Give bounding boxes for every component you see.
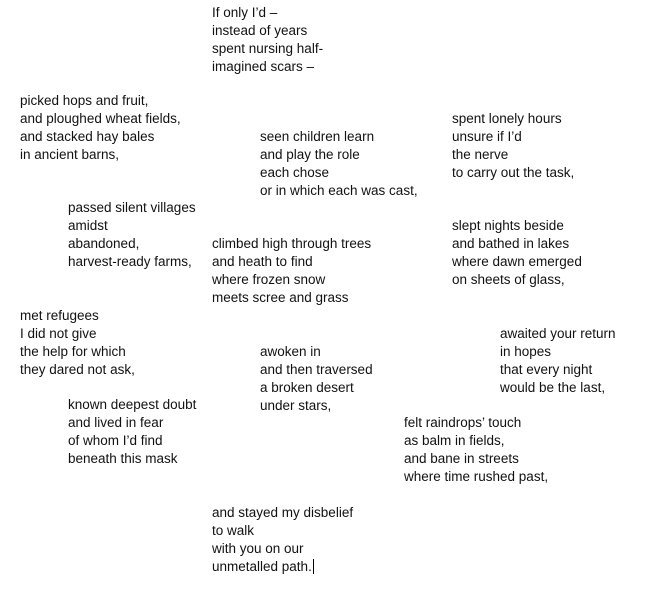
poem-line: and ploughed wheat fields, (20, 111, 181, 126)
stanza-silent-villages (68, 199, 196, 271)
poem-line: or in which each was cast, (260, 183, 418, 198)
poem-line: picked hops and fruit, (20, 93, 149, 108)
poem-line: would be the last, (500, 380, 606, 395)
poem-line: in ancient barns, (20, 147, 120, 162)
poem-line: a broken desert (260, 380, 354, 395)
poem-line: where dawn emerged (452, 254, 582, 269)
poem-line: and lived in fear (68, 415, 164, 430)
poem-line: to walk (212, 523, 255, 538)
poem-line: as balm in fields, (404, 433, 505, 448)
poem-line: in hopes (500, 344, 552, 359)
poem-line: and stacked hay bales (20, 129, 155, 144)
poem-line: climbed high through trees (212, 236, 372, 251)
poem-line: and play the role (260, 147, 360, 162)
poem-line: felt raindrops’ touch (404, 415, 522, 430)
poem-line: under stars, (260, 398, 332, 413)
poem-line: amidst (68, 218, 108, 233)
poem-line: with you on our (212, 541, 304, 556)
poem-line: of whom I’d find (68, 433, 163, 448)
poem-line: harvest-ready farms, (68, 254, 192, 269)
stanza-slept-nights (452, 217, 582, 289)
poem-line: spent nursing half- (212, 41, 324, 56)
poem-line: and heath to find (212, 254, 313, 269)
poem-line: beneath this mask (68, 451, 178, 466)
poem-line: they dared not ask, (20, 362, 135, 377)
poem-line: abandoned, (68, 236, 140, 251)
stanza-raindrops (404, 414, 548, 486)
stanza-climbed-high (212, 235, 371, 307)
poem-line: I did not give (20, 326, 97, 341)
stanza-picked-hops (20, 92, 181, 164)
poem-line: imagined scars – (212, 59, 315, 74)
poem-line: awaited your return (500, 326, 616, 341)
poem-line: meets scree and grass (212, 290, 349, 305)
poem-line: and then traversed (260, 362, 373, 377)
poem-line-last[interactable] (212, 558, 353, 576)
poem-line: If only I’d – (212, 5, 278, 20)
poem-line: passed silent villages (68, 200, 196, 215)
poem-line: where time rushed past, (404, 469, 549, 484)
poem-line: and stayed my disbelief (212, 505, 354, 520)
poem-line: met refugees (20, 308, 99, 323)
poem-line: each chose (260, 165, 330, 180)
poem-line: the help for which (20, 344, 126, 359)
poem-line: the nerve (452, 147, 509, 162)
stanza-seen-children (260, 128, 418, 200)
stanza-awoken (260, 343, 373, 415)
poem-line: slept nights beside (452, 218, 564, 233)
stanza-if-only (212, 4, 323, 76)
stanza-lonely-hours (452, 110, 574, 182)
poem-line: and bane in streets (404, 451, 519, 466)
stanza-awaited (500, 325, 616, 397)
poem-line: seen children learn (260, 129, 375, 144)
text-cursor (313, 559, 314, 574)
stanza-known-doubt (68, 396, 196, 468)
poem-line: unsure if I’d (452, 129, 522, 144)
poem-line: that every night (500, 362, 593, 377)
poem-line: where frozen snow (212, 272, 326, 287)
poem-line: to carry out the task, (452, 165, 575, 180)
poem-line: awoken in (260, 344, 321, 359)
poem-line: on sheets of glass, (452, 272, 565, 287)
poem-line: known deepest doubt (68, 397, 197, 412)
poem-line: instead of years (212, 23, 308, 38)
poem-line-last-text: unmetalled path. (212, 559, 312, 574)
poem-line: and bathed in lakes (452, 236, 570, 251)
stanza-stayed (212, 504, 353, 576)
poem-line: spent lonely hours (452, 111, 562, 126)
stanza-met-refugees (20, 307, 135, 379)
